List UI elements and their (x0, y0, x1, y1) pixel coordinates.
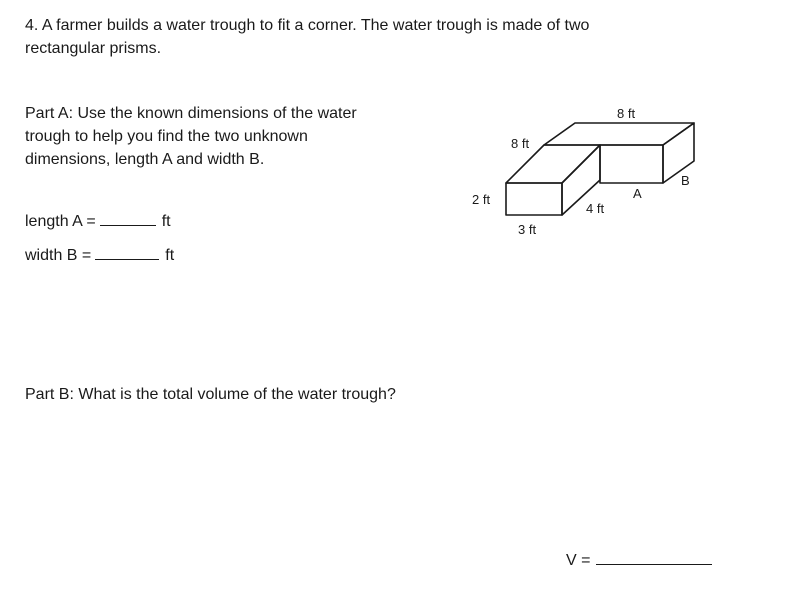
dim-label-8ft-top: 8 ft (617, 106, 636, 121)
question-line-1: 4. A farmer builds a water trough to fit a corner. The water trough is made of two (25, 17, 590, 34)
part-b-prompt: Part B: What is the total volume of the water trough? (25, 386, 396, 403)
part-a-prompt (25, 102, 357, 171)
volume-answer-row (566, 548, 718, 572)
volume-label: V = (566, 552, 591, 569)
dim-label-2ft: 2 ft (472, 192, 491, 207)
trough-diagram (460, 100, 720, 250)
right-prism-top-face (544, 123, 694, 145)
length-a-label: length A = (25, 213, 96, 230)
width-b-blank[interactable] (95, 243, 159, 260)
question-line-2: rectangular prisms. (25, 40, 162, 57)
part-a-line-1: Part A: Use the known dimensions of the water (25, 105, 357, 122)
dim-label-8ft-left: 8 ft (511, 136, 530, 151)
dim-label-B: B (681, 173, 690, 188)
question-text (25, 14, 589, 60)
length-a-unit: ft (161, 213, 171, 230)
right-prism-front-face (600, 145, 663, 183)
part-a-line-3: dimensions, length A and width B. (25, 151, 265, 168)
volume-blank[interactable] (596, 548, 712, 565)
dim-label-3ft: 3 ft (518, 222, 537, 237)
width-b-answer-row (25, 243, 174, 267)
length-a-blank[interactable] (100, 209, 156, 226)
width-b-label: width B = (25, 247, 92, 264)
dim-label-4ft: 4 ft (586, 201, 605, 216)
part-a-line-2: trough to help you find the two unknown (25, 128, 308, 145)
width-b-unit: ft (165, 247, 175, 264)
dim-label-A: A (633, 186, 642, 201)
length-a-answer-row (25, 209, 171, 233)
left-prism-front-face (506, 183, 562, 215)
